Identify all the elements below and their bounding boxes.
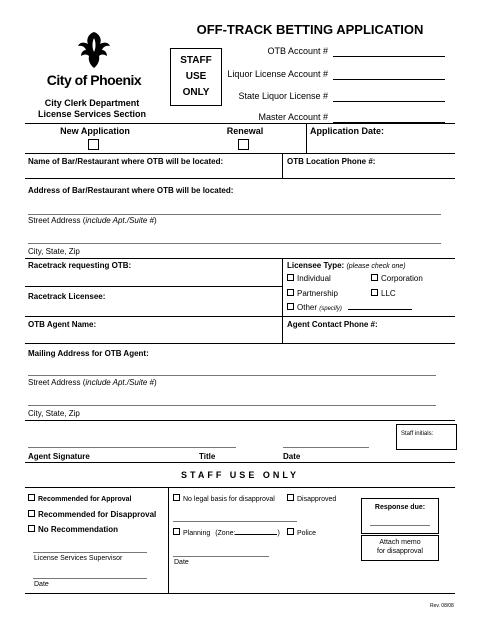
individual-label: Individual: [297, 274, 331, 283]
corporation-checkbox[interactable]: [371, 274, 378, 281]
divider: [282, 153, 283, 178]
recommended-approval-checkbox[interactable]: [28, 494, 35, 501]
mailing-city-state-zip-field[interactable]: [28, 405, 436, 406]
recommended-approval-label: Recommended for Approval: [38, 496, 132, 503]
title-label: Title: [199, 452, 216, 461]
other-label: Other: [297, 303, 318, 312]
divider: [282, 316, 283, 343]
phoenix-bird-icon: [74, 30, 114, 70]
disapproved[interactable]: [287, 494, 336, 503]
staff-initials-box[interactable]: [396, 424, 457, 450]
otb-account-field[interactable]: [333, 56, 445, 57]
zone-field[interactable]: [235, 534, 277, 535]
racetrack-requesting-label: Racetrack requesting OTB:: [28, 261, 132, 270]
attach-memo-line-1: Attach memo: [379, 539, 421, 546]
planning-label: Planning: [183, 530, 211, 537]
supervisor-label: License Services Supervisor: [34, 555, 123, 562]
recommended-disapproval-checkbox[interactable]: [28, 510, 35, 517]
partnership-checkbox[interactable]: [287, 289, 294, 296]
no-legal-basis[interactable]: [173, 494, 275, 503]
dept-line-2: License Services Section: [37, 109, 147, 119]
supervisor-date-field[interactable]: [33, 578, 147, 579]
zone-label: (Zone:: [215, 530, 236, 537]
partnership-label: Partnership: [297, 289, 338, 298]
agent-contact-phone-label: Agent Contact Phone #:: [287, 320, 378, 329]
mailing-street-address-field[interactable]: [28, 375, 436, 376]
agent-signature-field[interactable]: [28, 447, 236, 448]
logo-text: City of Phoenix: [46, 72, 142, 88]
no-recommendation-checkbox[interactable]: [28, 525, 35, 532]
racetrack-licensee-label: Racetrack Licensee:: [28, 292, 106, 301]
other-hint: (specify): [319, 306, 342, 312]
divider: [25, 316, 455, 317]
divider: [168, 487, 169, 593]
liquor-license-account-field[interactable]: [333, 79, 445, 80]
planning-checkbox[interactable]: [173, 528, 180, 535]
other-specify-field[interactable]: [348, 309, 412, 310]
otb-agent-name-label: OTB Agent Name:: [28, 320, 97, 329]
divider: [25, 153, 455, 154]
review-date-field[interactable]: [173, 556, 269, 557]
staff-use-only-heading: STAFF USE ONLY: [180, 470, 299, 480]
divider: [25, 178, 455, 179]
street-label-hint: include Apt./Suite #: [85, 378, 154, 387]
mailing-city-state-zip-label: City, State, Zip: [28, 409, 80, 418]
no-legal-basis-checkbox[interactable]: [173, 494, 180, 501]
divider: [25, 593, 455, 594]
attach-memo-box: [361, 535, 439, 561]
option-other[interactable]: [287, 303, 412, 312]
page-title: OFF-TRACK BETTING APPLICATION: [196, 22, 424, 37]
agent-signature-label: Agent Signature: [28, 452, 90, 461]
response-due-label: Response due:: [374, 504, 426, 511]
staff-box-line-3: ONLY: [182, 87, 210, 98]
police-label: Police: [297, 530, 317, 537]
divider: [25, 286, 282, 287]
new-application-checkbox[interactable]: [88, 139, 99, 150]
police-checkbox[interactable]: [287, 528, 294, 535]
state-liquor-license-label: State Liquor License #: [238, 91, 328, 101]
date-label: Date: [283, 452, 301, 461]
police[interactable]: [287, 528, 316, 537]
master-account-label: Master Account #: [258, 112, 328, 122]
liquor-license-account-label: Liquor License Account #: [227, 69, 328, 79]
street-label-text: Street Address (: [28, 378, 86, 387]
no-recommendation[interactable]: [28, 525, 118, 534]
renewal-checkbox[interactable]: [238, 139, 249, 150]
recommended-disapproval[interactable]: [28, 510, 156, 519]
response-due-box[interactable]: [361, 498, 439, 534]
signature-date-field[interactable]: [283, 447, 369, 448]
bar-street-address-label: [28, 216, 157, 225]
no-legal-basis-label: No legal basis for disapproval: [183, 496, 275, 503]
option-partnership[interactable]: [287, 289, 338, 298]
divider: [25, 462, 455, 463]
individual-checkbox[interactable]: [287, 274, 294, 281]
divider: [25, 123, 455, 124]
bar-city-state-zip-label: City, State, Zip: [28, 247, 80, 256]
attach-memo-line-2: for disapproval: [377, 548, 423, 555]
street-label-hint: include Apt./Suite #: [85, 216, 154, 225]
disapproved-label: Disapproved: [297, 496, 337, 503]
staff-initials-label: Staff initials:: [401, 431, 434, 437]
corporation-label: Corporation: [381, 274, 423, 283]
bar-city-state-zip-field[interactable]: [28, 243, 441, 244]
option-corporation[interactable]: [371, 274, 423, 283]
revision-label: Rev. 08/08: [430, 603, 454, 609]
bar-street-address-field[interactable]: [28, 214, 441, 215]
city-logo: [44, 30, 144, 92]
state-liquor-license-field[interactable]: [333, 101, 445, 102]
divider: [25, 487, 455, 488]
application-date-label: Application Date:: [310, 126, 385, 136]
divider: [25, 343, 455, 344]
response-due-field[interactable]: [370, 525, 430, 526]
otb-account-label: OTB Account #: [267, 46, 328, 56]
divider: [25, 420, 455, 421]
planning[interactable]: Planning (Zone: ): [173, 528, 280, 537]
divider: [306, 123, 307, 153]
option-llc[interactable]: [371, 289, 396, 298]
licensee-type-hint: (please check one): [346, 263, 406, 270]
divider: [282, 258, 283, 316]
mailing-address-label: Mailing Address for OTB Agent:: [28, 349, 149, 358]
other-checkbox[interactable]: [287, 303, 294, 310]
street-label-close: ): [154, 216, 157, 225]
street-label-close: ): [154, 378, 157, 387]
divider: [25, 258, 455, 259]
review-notes-field[interactable]: [173, 521, 297, 522]
licensee-type-title: Licensee Type:: [287, 261, 345, 270]
dept-line-1: City Clerk Department: [44, 98, 140, 108]
otb-location-phone-label: OTB Location Phone #:: [287, 157, 376, 166]
supervisor-date-label: Date: [34, 581, 49, 588]
staff-box-line-1: STAFF: [180, 55, 212, 66]
street-label-text: Street Address (: [28, 216, 86, 225]
llc-label: LLC: [381, 289, 396, 298]
llc-checkbox[interactable]: [371, 289, 378, 296]
staff-box-line-2: USE: [185, 71, 207, 82]
option-individual[interactable]: [287, 274, 331, 283]
renewal-label: Renewal: [226, 126, 264, 136]
mailing-street-address-label: [28, 378, 157, 387]
review-date-label: Date: [174, 559, 189, 566]
recommended-disapproval-label: Recommended for Disapproval: [38, 510, 157, 519]
no-recommendation-label: No Recommendation: [38, 525, 119, 534]
licensee-type-label: [287, 261, 406, 270]
recommended-approval[interactable]: [28, 494, 131, 503]
bar-name-label: Name of Bar/Restaurant where OTB will be located:: [28, 157, 224, 166]
new-application-label: New Application: [60, 126, 130, 136]
disapproved-checkbox[interactable]: [287, 494, 294, 501]
supervisor-signature-field[interactable]: [33, 552, 147, 553]
bar-address-label: Address of Bar/Restaurant where OTB will be located:: [28, 186, 234, 195]
